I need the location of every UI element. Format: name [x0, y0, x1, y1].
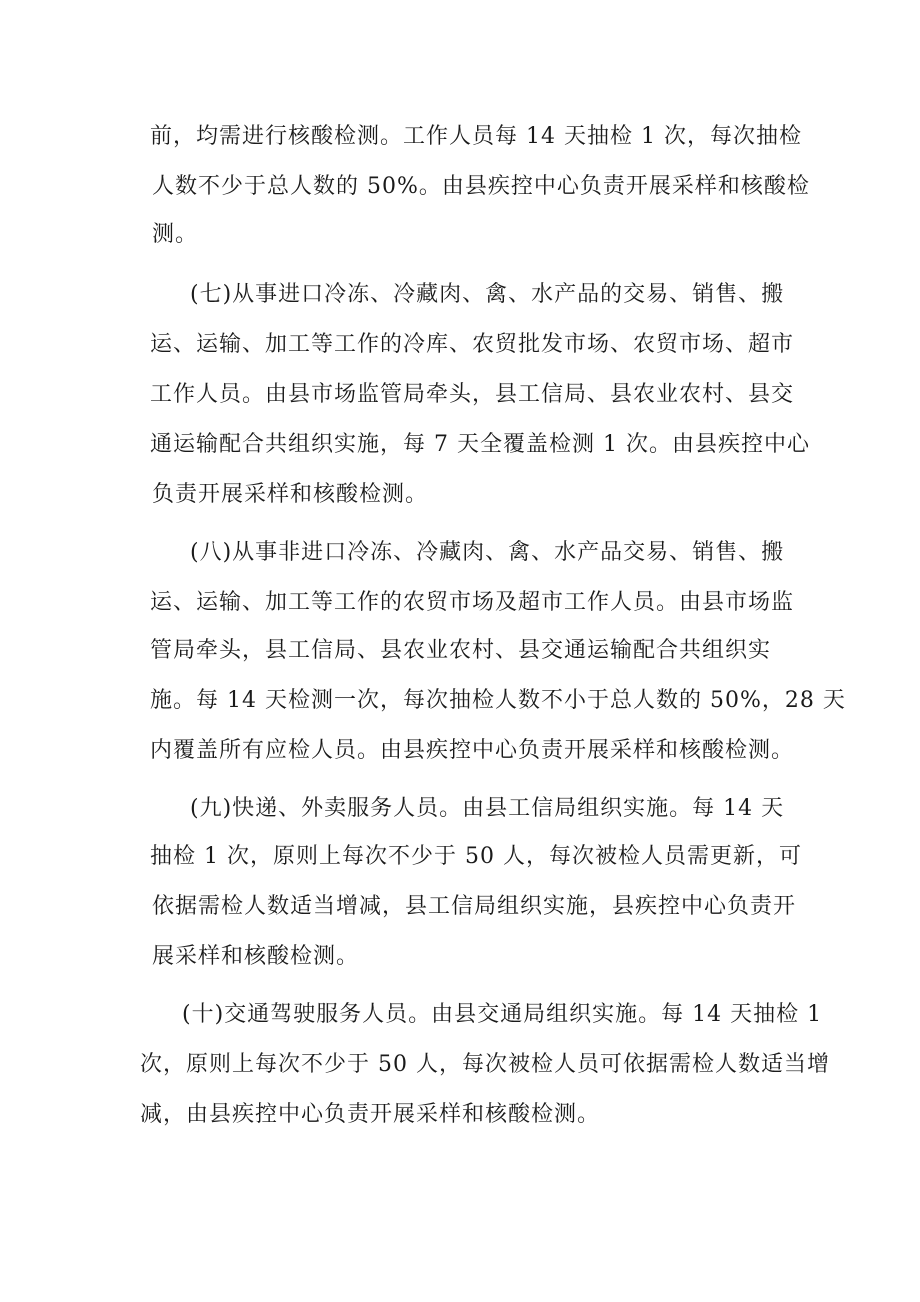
- text-line: 减，由县疾控中心负责开展采样和核酸检测。: [140, 1102, 601, 1127]
- text-line: (八)从事非进口冷冻、冷藏肉、禽、水产品交易、销售、搬: [190, 540, 785, 565]
- text-line: 次，原则上每次不少于 50 人，每次被检人员可依据需检人数适当增: [140, 1052, 830, 1077]
- text-line: 抽检 1 次，原则上每次不少于 50 人，每次被检人员需更新，可: [150, 844, 802, 869]
- text-line: 通运输配合共组织实施，每 7 天全覆盖检测 1 次。由县疾控中心: [150, 432, 810, 457]
- text-line: 运、运输、加工等工作的冷库、农贸批发市场、农贸市场、超市: [150, 332, 795, 357]
- text-line: (七)从事进口冷冻、冷藏肉、禽、水产品的交易、销售、搬: [190, 282, 785, 307]
- text-line: 展采样和核酸检测。: [152, 944, 360, 969]
- text-line: 依据需检人数适当增减，县工信局组织实施，县疾控中心负责开: [152, 894, 797, 919]
- text-line: 施。每 14 天检测一次，每次抽检人数不小于总人数的 50%，28 天: [150, 688, 846, 713]
- text-line: 测。: [152, 222, 199, 247]
- text-line: (九)快递、外卖服务人员。由县工信局组织实施。每 14 天: [190, 796, 785, 821]
- text-line: 内覆盖所有应检人员。由县疾控中心负责开展采样和核酸检测。: [150, 738, 795, 763]
- text-line: (十)交通驾驶服务人员。由县交通局组织实施。每 14 天抽检 1: [182, 1002, 823, 1027]
- text-line: 运、运输、加工等工作的农贸市场及超市工作人员。由县市场监: [150, 590, 795, 615]
- text-line: 管局牵头，县工信局、县农业农村、县交通运输配合共组织实: [150, 638, 772, 663]
- text-line: 负责开展采样和核酸检测。: [152, 482, 429, 507]
- text-line: 工作人员。由县市场监管局牵头，县工信局、县农业农村、县交: [150, 382, 795, 407]
- text-line: 人数不少于总人数的 50%。由县疾控中心负责开展采样和核酸检: [152, 174, 810, 199]
- text-line: 前，均需进行核酸检测。工作人员每 14 天抽检 1 次，每次抽检: [150, 124, 802, 149]
